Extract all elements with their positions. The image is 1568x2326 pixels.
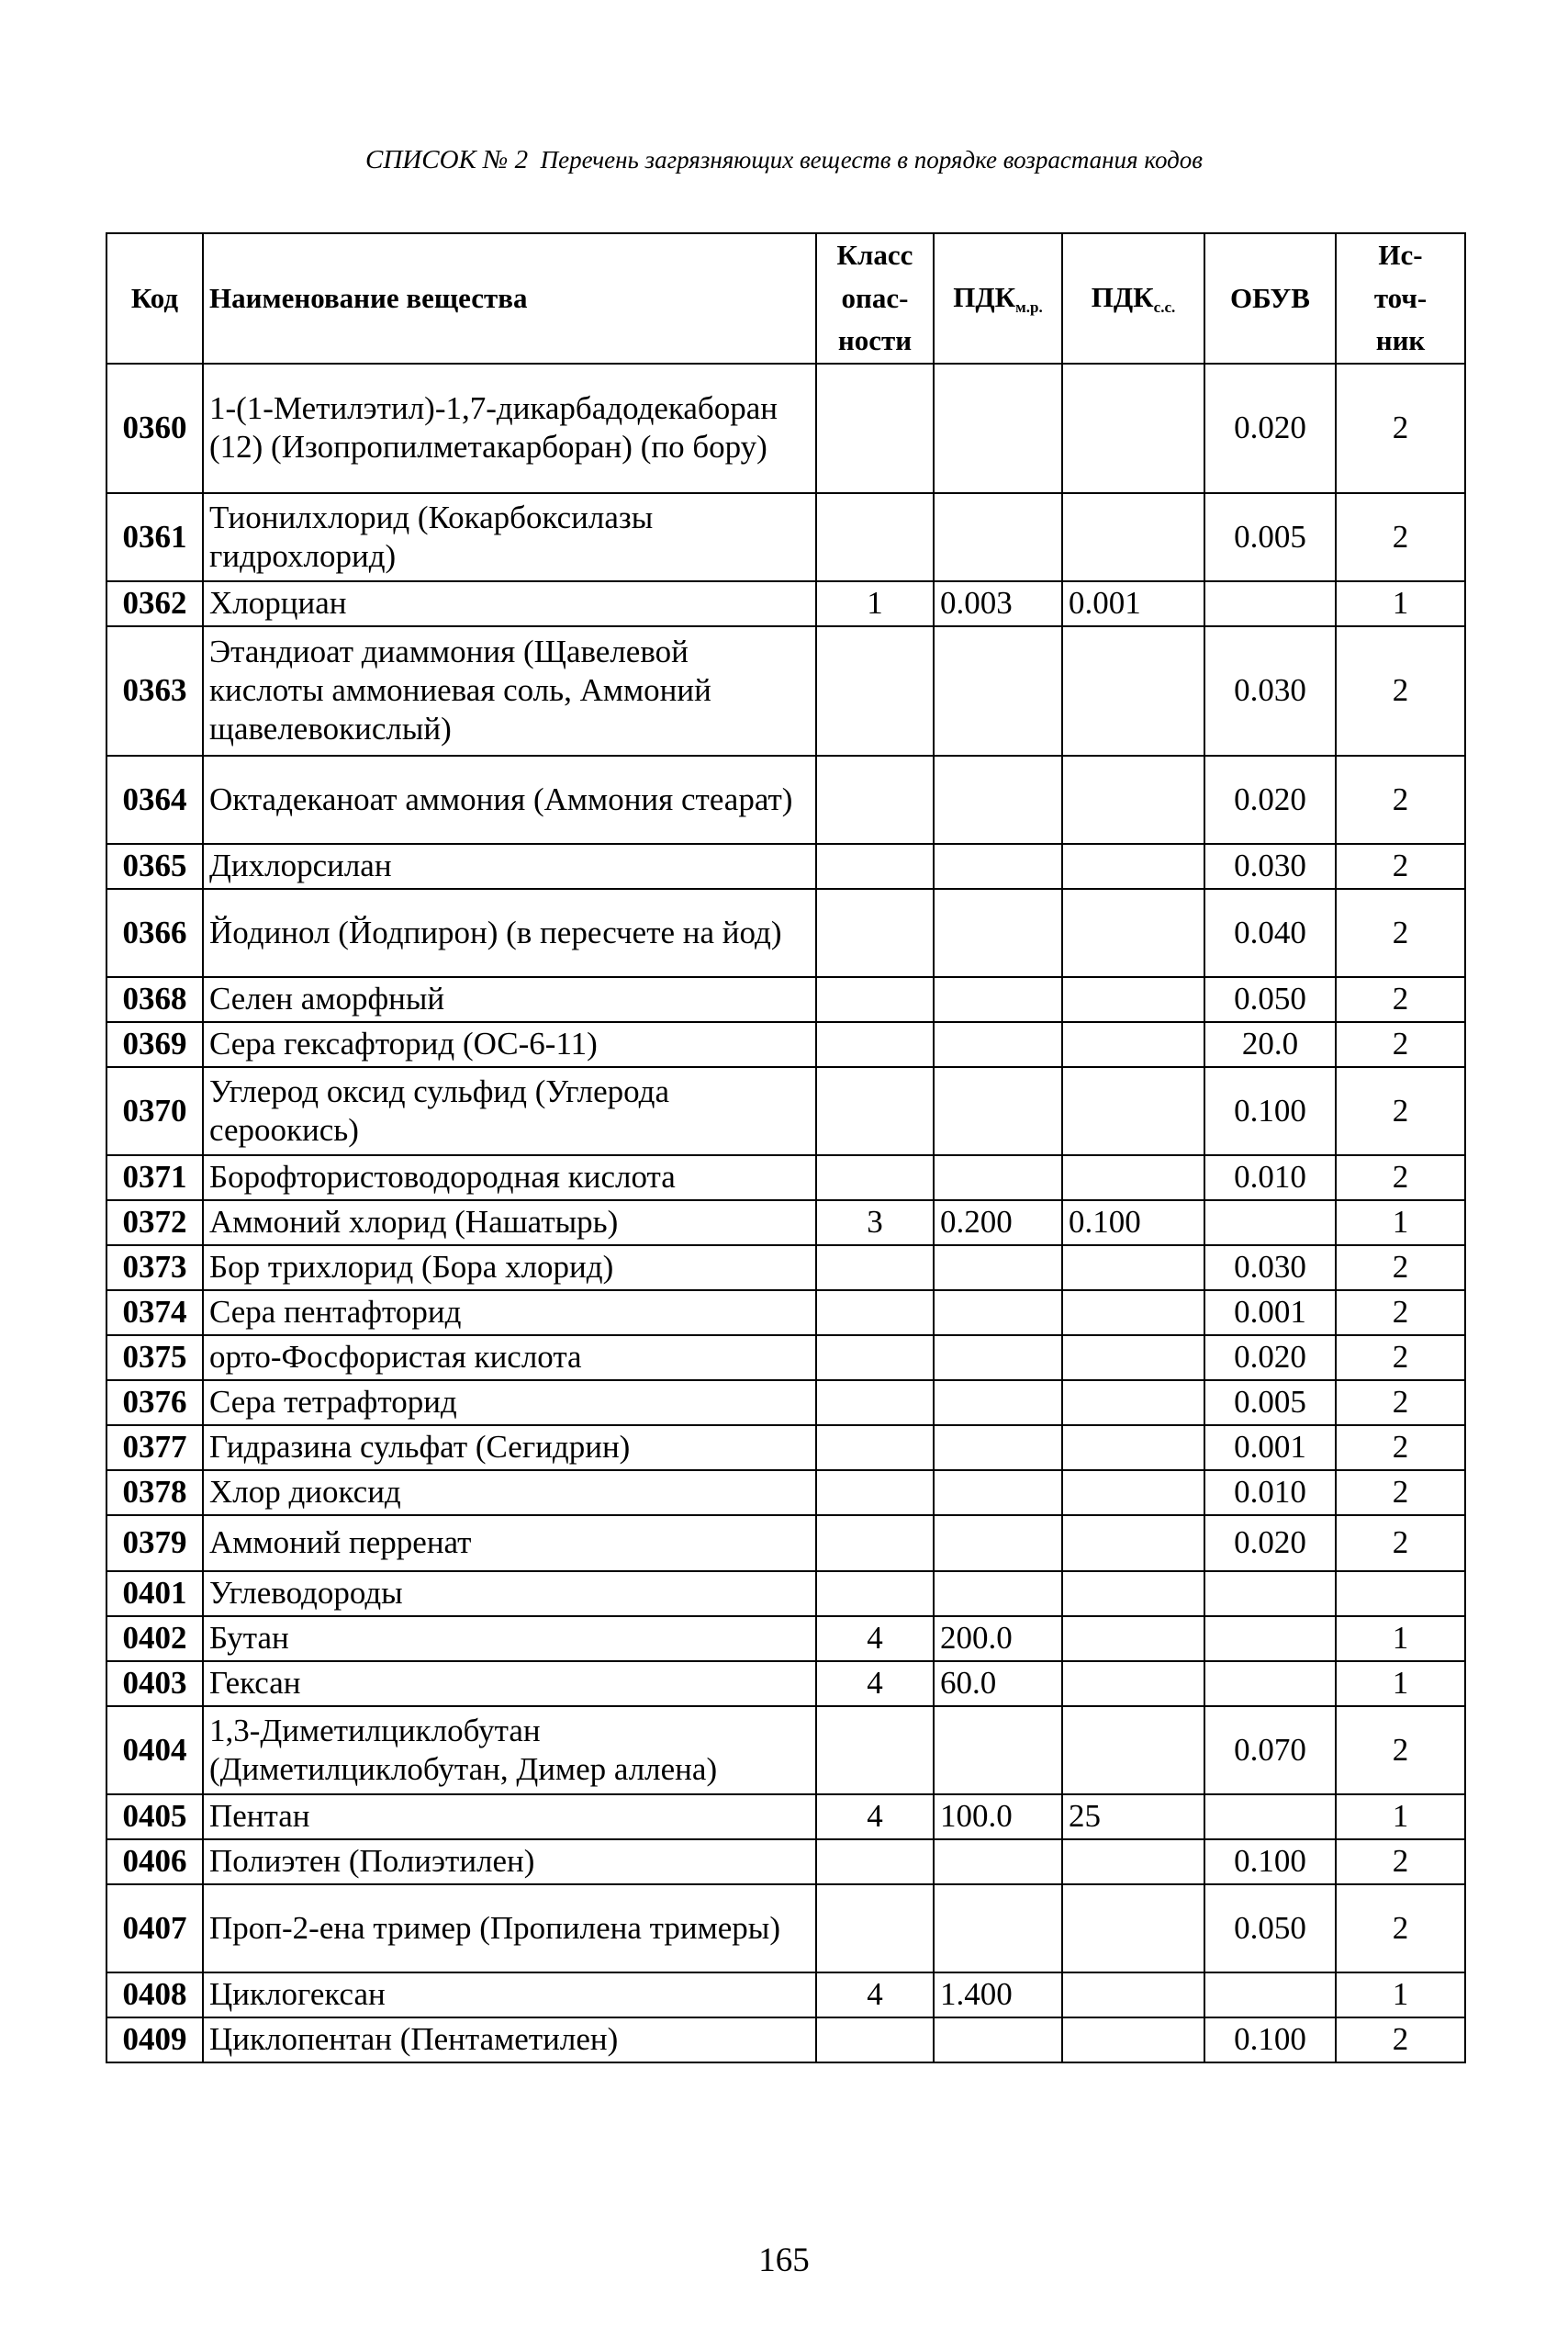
source-value: 2 — [1336, 1515, 1465, 1571]
substance-name: Гексан — [203, 1661, 816, 1706]
source-value: 1 — [1336, 1616, 1465, 1661]
pdk-mr-value — [934, 1335, 1062, 1380]
source-value: 2 — [1336, 756, 1465, 844]
pdk-ss-value — [1062, 1839, 1204, 1884]
hazard-class — [816, 977, 934, 1022]
source-value: 2 — [1336, 493, 1465, 581]
pdk-mr-value: 60.0 — [934, 1661, 1062, 1706]
pdk-mr-value: 200.0 — [934, 1616, 1062, 1661]
substance-code: 0368 — [106, 977, 203, 1022]
list-number: СПИСОК № 2 — [365, 145, 529, 174]
table-row — [106, 1335, 1465, 1380]
substance-name: Углерод оксид сульфид (Углерода сероокись) — [203, 1067, 816, 1155]
substance-name: Полиэтен (Полиэтилен) — [203, 1839, 816, 1884]
pdk-mr-value — [934, 1571, 1062, 1616]
source-value: 2 — [1336, 1839, 1465, 1884]
substance-name: Бутан — [203, 1616, 816, 1661]
table-row — [106, 889, 1465, 977]
pdk-mr-value — [934, 1245, 1062, 1290]
pdk-mr-value — [934, 1067, 1062, 1155]
substance-name: Хлорциан — [203, 581, 816, 626]
substance-name: Борофтористоводородная кислота — [203, 1155, 816, 1200]
substance-code: 0408 — [106, 1972, 203, 2017]
obuv-value — [1204, 1616, 1336, 1661]
pdk-ss-value — [1062, 1661, 1204, 1706]
table-row — [106, 1290, 1465, 1335]
substance-name: Аммоний перренат — [203, 1515, 816, 1571]
source-value: 2 — [1336, 1067, 1465, 1155]
obuv-value: 0.020 — [1204, 364, 1336, 493]
source-value: 2 — [1336, 844, 1465, 889]
pdk-ss-value: 0.100 — [1062, 1200, 1204, 1245]
col-header-source-line: точ- — [1373, 281, 1428, 314]
list-caption: Перечень загрязняющих веществ в порядке возрастания кодов — [540, 146, 1203, 174]
pdk-mr-value — [934, 1022, 1062, 1067]
substance-name: Селен аморфный — [203, 977, 816, 1022]
substance-code: 0401 — [106, 1571, 203, 1616]
pdk-ss-value — [1062, 493, 1204, 581]
col-header-code: Код — [106, 233, 203, 364]
substance-code: 0369 — [106, 1022, 203, 1067]
hazard-class — [816, 1425, 934, 1470]
col-header-class-line: Класс — [836, 239, 913, 271]
source-value: 1 — [1336, 1200, 1465, 1245]
substance-code: 0407 — [106, 1884, 203, 1972]
page-number: 165 — [758, 2242, 810, 2279]
obuv-value — [1204, 1571, 1336, 1616]
hazard-class — [816, 1022, 934, 1067]
substance-code: 0404 — [106, 1706, 203, 1794]
obuv-value: 0.050 — [1204, 977, 1336, 1022]
obuv-value: 0.001 — [1204, 1425, 1336, 1470]
pdk-mr-value — [934, 1290, 1062, 1335]
pdk-ss-value: 25 — [1062, 1794, 1204, 1839]
pdk-mr-value — [934, 2017, 1062, 2062]
col-header-source — [1336, 233, 1465, 364]
table-row — [106, 1155, 1465, 1200]
substance-code: 0373 — [106, 1245, 203, 1290]
table-row — [106, 1616, 1465, 1661]
substance-name: 1-(1-Метилэтил)-1,7-дикарбадодекаборан (12) (Изопропилметакарборан) (по бору) — [203, 364, 816, 493]
obuv-value — [1204, 1972, 1336, 2017]
substance-code: 0361 — [106, 493, 203, 581]
table-row — [106, 581, 1465, 626]
pdk-mr-value: 0.003 — [934, 581, 1062, 626]
table-row — [106, 493, 1465, 581]
pdk-mr-value — [934, 1425, 1062, 1470]
hazard-class — [816, 1335, 934, 1380]
col-header-source-line: Ис- — [1378, 239, 1423, 271]
substance-name: Йодинол (Йодпирон) (в пересчете на йод) — [203, 889, 816, 977]
col-header-pdk-mr: $ПДК_{м.р.}$ — [934, 233, 1062, 364]
obuv-value: 0.040 — [1204, 889, 1336, 977]
substance-code: 0366 — [106, 889, 203, 977]
pdk-mr-value — [934, 1380, 1062, 1425]
col-header-class-line: ности — [837, 324, 913, 356]
table-row — [106, 626, 1465, 756]
substance-name: 1,3-Диметилциклобутан (Диметилциклобутан, Димер аллена) — [203, 1706, 816, 1794]
pdk-ss-value — [1062, 1470, 1204, 1515]
page-header — [0, 145, 1568, 175]
source-value: 2 — [1336, 1470, 1465, 1515]
table-row — [106, 1571, 1465, 1616]
source-value: 2 — [1336, 2017, 1465, 2062]
pdk-ss-value — [1062, 1380, 1204, 1425]
substance-code: 0379 — [106, 1515, 203, 1571]
substance-name: Октадеканоат аммония (Аммония стеарат) — [203, 756, 816, 844]
substance-code: 0376 — [106, 1380, 203, 1425]
hazard-class — [816, 756, 934, 844]
pdk-ss-value: 0.001 — [1062, 581, 1204, 626]
pdk-mr-value — [934, 364, 1062, 493]
substance-code: 0372 — [106, 1200, 203, 1245]
substance-name: Хлор диоксид — [203, 1470, 816, 1515]
obuv-value — [1204, 1661, 1336, 1706]
source-value: 2 — [1336, 1425, 1465, 1470]
obuv-value: 0.001 — [1204, 1290, 1336, 1335]
obuv-value: 0.070 — [1204, 1706, 1336, 1794]
source-value: 2 — [1336, 1290, 1465, 1335]
pdk-ss-value — [1062, 1335, 1204, 1380]
pdk-mr-value — [934, 1470, 1062, 1515]
hazard-class — [816, 1706, 934, 1794]
substance-code: 0378 — [106, 1470, 203, 1515]
obuv-value: 0.030 — [1204, 844, 1336, 889]
substance-code: 0371 — [106, 1155, 203, 1200]
substance-name: Сера пентафторид — [203, 1290, 816, 1335]
pdk-mr-value — [934, 1706, 1062, 1794]
col-header-obuv: ОБУВ — [1204, 233, 1336, 364]
obuv-value: 0.010 — [1204, 1155, 1336, 1200]
source-value: 2 — [1336, 1380, 1465, 1425]
pdk-ss-value — [1062, 756, 1204, 844]
obuv-value: 20.0 — [1204, 1022, 1336, 1067]
hazard-class — [816, 493, 934, 581]
table-row — [106, 1706, 1465, 1794]
substance-code: 0363 — [106, 626, 203, 756]
substance-name: Дихлорсилан — [203, 844, 816, 889]
obuv-value — [1204, 1200, 1336, 1245]
substance-code: 0365 — [106, 844, 203, 889]
pdk-ss-value — [1062, 1706, 1204, 1794]
obuv-value: 0.005 — [1204, 1380, 1336, 1425]
substance-code: 0405 — [106, 1794, 203, 1839]
substance-name: Сера гексафторид (ОС-6-11) — [203, 1022, 816, 1067]
hazard-class — [816, 1470, 934, 1515]
hazard-class — [816, 1571, 934, 1616]
source-value: 2 — [1336, 1022, 1465, 1067]
col-header-source-line: ник — [1375, 324, 1426, 356]
pdk-mr-value: 0.200 — [934, 1200, 1062, 1245]
hazard-class — [816, 1380, 934, 1425]
source-value: 1 — [1336, 1661, 1465, 1706]
col-header-class — [816, 233, 934, 364]
obuv-value: 0.100 — [1204, 1067, 1336, 1155]
pdk-ss-value — [1062, 1571, 1204, 1616]
table-row — [106, 844, 1465, 889]
substance-code: 0409 — [106, 2017, 203, 2062]
hazard-class: 4 — [816, 1794, 934, 1839]
source-value: 2 — [1336, 1155, 1465, 1200]
substance-name: Сера тетрафторид — [203, 1380, 816, 1425]
pdk-mr-value: 100.0 — [934, 1794, 1062, 1839]
substance-code: 0362 — [106, 581, 203, 626]
pdk-mr-value — [934, 756, 1062, 844]
source-value: 2 — [1336, 364, 1465, 493]
substance-name: Аммоний хлорид (Нашатырь) — [203, 1200, 816, 1245]
pdk-ss-value — [1062, 1155, 1204, 1200]
substance-code: 0370 — [106, 1067, 203, 1155]
substance-code: 0403 — [106, 1661, 203, 1706]
table-row — [106, 977, 1465, 1022]
table-row — [106, 1839, 1465, 1884]
obuv-value: 0.100 — [1204, 1839, 1336, 1884]
pdk-ss-value — [1062, 977, 1204, 1022]
substance-name: Циклопентан (Пентаметилен) — [203, 2017, 816, 2062]
source-value: 1 — [1336, 1794, 1465, 1839]
table-row — [106, 1200, 1465, 1245]
source-value: 2 — [1336, 889, 1465, 977]
source-value: 1 — [1336, 581, 1465, 626]
pdk-ss-value — [1062, 1616, 1204, 1661]
hazard-class: 4 — [816, 1972, 934, 2017]
substance-name: Бор трихлорид (Бора хлорид) — [203, 1245, 816, 1290]
obuv-value — [1204, 1794, 1336, 1839]
pdk-mr-value — [934, 493, 1062, 581]
table-row — [106, 1470, 1465, 1515]
pdk-mr-value: 1.400 — [934, 1972, 1062, 2017]
pdk-mr-value — [934, 844, 1062, 889]
hazard-class — [816, 1290, 934, 1335]
hazard-class: 1 — [816, 581, 934, 626]
table-row — [106, 1067, 1465, 1155]
pdk-ss-value — [1062, 1067, 1204, 1155]
hazard-class — [816, 1067, 934, 1155]
pdk-ss-value — [1062, 1515, 1204, 1571]
table-row — [106, 1425, 1465, 1470]
hazard-class — [816, 1839, 934, 1884]
source-value: 1 — [1336, 1972, 1465, 2017]
pdk-ss-value — [1062, 1425, 1204, 1470]
table-row — [106, 364, 1465, 493]
pdk-ss-value — [1062, 844, 1204, 889]
hazard-class — [816, 844, 934, 889]
hazard-class — [816, 1884, 934, 1972]
hazard-class — [816, 364, 934, 493]
obuv-value: 0.100 — [1204, 2017, 1336, 2062]
substance-code: 0402 — [106, 1616, 203, 1661]
substance-name: орто-Фосфористая кислота — [203, 1335, 816, 1380]
pdk-mr-value — [934, 889, 1062, 977]
hazard-class: 4 — [816, 1616, 934, 1661]
pdk-mr-value — [934, 977, 1062, 1022]
pdk-ss-value — [1062, 1245, 1204, 1290]
substance-code: 0406 — [106, 1839, 203, 1884]
table-row — [106, 1022, 1465, 1067]
obuv-value: 0.020 — [1204, 1515, 1336, 1571]
source-value: 2 — [1336, 1335, 1465, 1380]
table-row — [106, 1245, 1465, 1290]
hazard-class: 4 — [816, 1661, 934, 1706]
source-value — [1336, 1571, 1465, 1616]
pdk-mr-value — [934, 626, 1062, 756]
hazard-class — [816, 2017, 934, 2062]
obuv-value — [1204, 581, 1336, 626]
hazard-class: 3 — [816, 1200, 934, 1245]
substance-name: Пентан — [203, 1794, 816, 1839]
table-row — [106, 1380, 1465, 1425]
substances-table — [106, 232, 1466, 2063]
col-header-name: Наименование вещества — [203, 233, 816, 364]
obuv-value: 0.030 — [1204, 626, 1336, 756]
substance-name: Проп-2-ена тример (Пропилена тримеры) — [203, 1884, 816, 1972]
obuv-value: 0.010 — [1204, 1470, 1336, 1515]
substance-name: Гидразина сульфат (Сегидрин) — [203, 1425, 816, 1470]
substance-code: 0377 — [106, 1425, 203, 1470]
source-value: 2 — [1336, 626, 1465, 756]
substance-name: Тионилхлорид (Кокарбоксилазы гидрохлорид) — [203, 493, 816, 581]
substance-name: Углеводороды — [203, 1571, 816, 1616]
pdk-ss-value — [1062, 2017, 1204, 2062]
pdk-mr-value — [934, 1884, 1062, 1972]
pdk-mr-value — [934, 1515, 1062, 1571]
table-row — [106, 1661, 1465, 1706]
hazard-class — [816, 626, 934, 756]
obuv-value: 0.050 — [1204, 1884, 1336, 1972]
hazard-class — [816, 889, 934, 977]
table-row — [106, 1515, 1465, 1571]
pdk-ss-value — [1062, 1290, 1204, 1335]
source-value: 2 — [1336, 1245, 1465, 1290]
source-value: 2 — [1336, 1884, 1465, 1972]
obuv-value: 0.020 — [1204, 1335, 1336, 1380]
source-value: 2 — [1336, 977, 1465, 1022]
substance-code: 0360 — [106, 364, 203, 493]
pdk-mr-value — [934, 1155, 1062, 1200]
hazard-class — [816, 1515, 934, 1571]
substance-code: 0374 — [106, 1290, 203, 1335]
pdk-ss-value — [1062, 1884, 1204, 1972]
table-row — [106, 1972, 1465, 2017]
obuv-value: 0.020 — [1204, 756, 1336, 844]
col-header-class-line: опас- — [841, 281, 909, 314]
substance-code: 0364 — [106, 756, 203, 844]
substance-name: Циклогексан — [203, 1972, 816, 2017]
obuv-value: 0.030 — [1204, 1245, 1336, 1290]
obuv-value: 0.005 — [1204, 493, 1336, 581]
header-row — [106, 233, 1465, 364]
pdk-ss-value — [1062, 1022, 1204, 1067]
pdk-ss-value — [1062, 364, 1204, 493]
table-row — [106, 756, 1465, 844]
pdk-mr-value — [934, 1839, 1062, 1884]
pdk-ss-value — [1062, 1972, 1204, 2017]
pdk-ss-value — [1062, 889, 1204, 977]
substance-code: 0375 — [106, 1335, 203, 1380]
hazard-class — [816, 1155, 934, 1200]
hazard-class — [816, 1245, 934, 1290]
table-row — [106, 1794, 1465, 1839]
col-header-pdk-ss: $ПДК_{с.с.}$ — [1062, 233, 1204, 364]
table-row — [106, 1884, 1465, 1972]
pdk-ss-value — [1062, 626, 1204, 756]
substance-name: Этандиоат диаммония (Щавелевой кислоты аммониевая соль, Аммоний щавелевокислый) — [203, 626, 816, 756]
source-value: 2 — [1336, 1706, 1465, 1794]
table-row — [106, 2017, 1465, 2062]
